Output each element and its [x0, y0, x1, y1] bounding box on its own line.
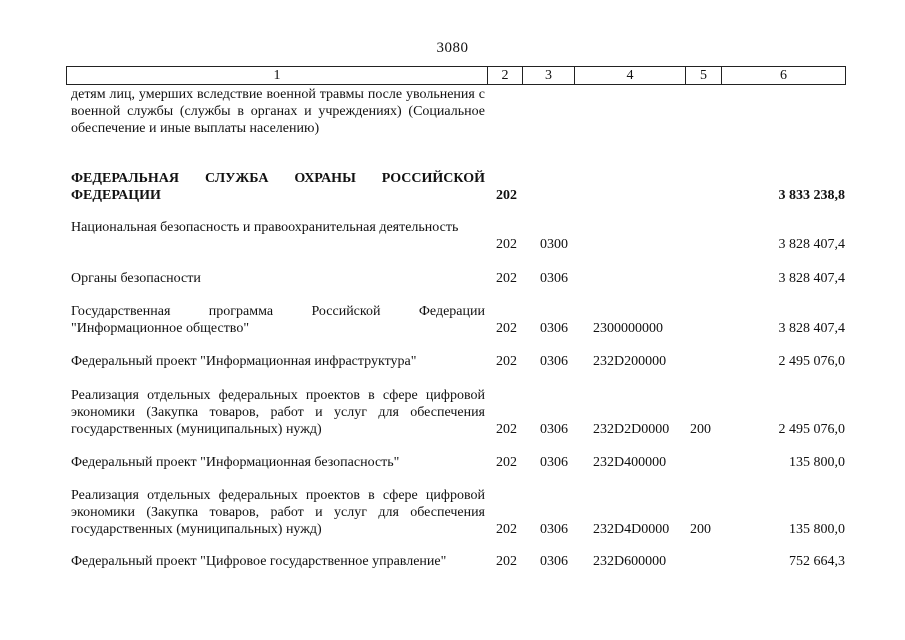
row-description: Государственная программа Российской Федерации "Информационное общество" [71, 304, 485, 336]
row-description: ФЕДЕРАЛЬНАЯ СЛУЖБА ОХРАНЫ РОССИЙСКОЙ ФЕДЕРАЦИИ [71, 171, 485, 203]
row-cs-code: 232D4D0000 [593, 522, 670, 537]
header-col-1: 1 [67, 67, 488, 84]
row-cs-code: 232D2D0000 [593, 422, 670, 437]
row-rz-code: 0306 [540, 271, 568, 286]
row-sum: 2 495 076,0 [778, 354, 845, 369]
row-cs-code: 232D600000 [593, 554, 667, 569]
page-number: 3080 [436, 40, 469, 56]
row-description: Федеральный проект "Информационная инфраструктура" [71, 354, 417, 369]
row-description: Национальная безопасность и правоохранительная деятельность [71, 220, 459, 235]
row-sum: 135 800,0 [789, 455, 845, 470]
row-description: Реализация отдельных федеральных проектов в сфере цифровой экономики (Закупка товаров, работ и услуг для обеспечения государственных (муниципальных) нужд) [71, 388, 485, 437]
row-gr-code: 202 [496, 188, 517, 203]
row-rz-code: 0300 [540, 237, 568, 252]
row-rz-code: 0306 [540, 354, 568, 369]
header-col-2: 2 [488, 67, 523, 84]
row-rz-code: 0306 [540, 522, 568, 537]
row-sum: 3 828 407,4 [778, 271, 845, 286]
row-sum: 2 495 076,0 [778, 422, 845, 437]
row-description: Органы безопасности [71, 271, 201, 286]
row-sum: 752 664,3 [789, 554, 845, 569]
row-rz-code: 0306 [540, 321, 568, 336]
row-gr-code: 202 [496, 321, 517, 336]
row-rz-code: 0306 [540, 455, 568, 470]
row-gr-code: 202 [496, 422, 517, 437]
row-cs-code: 232D400000 [593, 455, 667, 470]
row-sum: 135 800,0 [789, 522, 845, 537]
table-header [66, 66, 846, 85]
row-gr-code: 202 [496, 271, 517, 286]
row-rz-code: 0306 [540, 422, 568, 437]
row-gr-code: 202 [496, 554, 517, 569]
row-sum: 3 828 407,4 [778, 237, 845, 252]
header-col-5: 5 [686, 67, 722, 84]
row-gr-code: 202 [496, 354, 517, 369]
row-description: Федеральный проект "Цифровое государственное управление" [71, 554, 447, 569]
row-gr-code: 202 [496, 522, 517, 537]
row-vr-code: 200 [690, 422, 711, 437]
header-col-6: 6 [780, 68, 787, 83]
row-rz-code: 0306 [540, 554, 568, 569]
row-cs-code: 2300000000 [593, 321, 663, 336]
row-gr-code: 202 [496, 237, 517, 252]
row-description: Федеральный проект "Информационная безопасность" [71, 455, 400, 470]
row-gr-code: 202 [496, 455, 517, 470]
header-col-3: 3 [523, 67, 575, 84]
row-vr-code: 200 [690, 522, 711, 537]
row-sum: 3 828 407,4 [778, 321, 845, 336]
row-description: детям лиц, умерших вследствие военной травмы после увольнения с военной службы (службы в органах и учреждениях) (Социальное обеспечение и иные выплаты населению) [71, 87, 485, 136]
row-cs-code: 232D200000 [593, 354, 667, 369]
row-description: Реализация отдельных федеральных проектов в сфере цифровой экономики (Закупка товаров, работ и услуг для обеспечения государственных (муниципальных) нужд) [71, 488, 485, 537]
row-sum: 3 833 238,8 [778, 188, 845, 203]
header-col-4: 4 [575, 67, 686, 84]
